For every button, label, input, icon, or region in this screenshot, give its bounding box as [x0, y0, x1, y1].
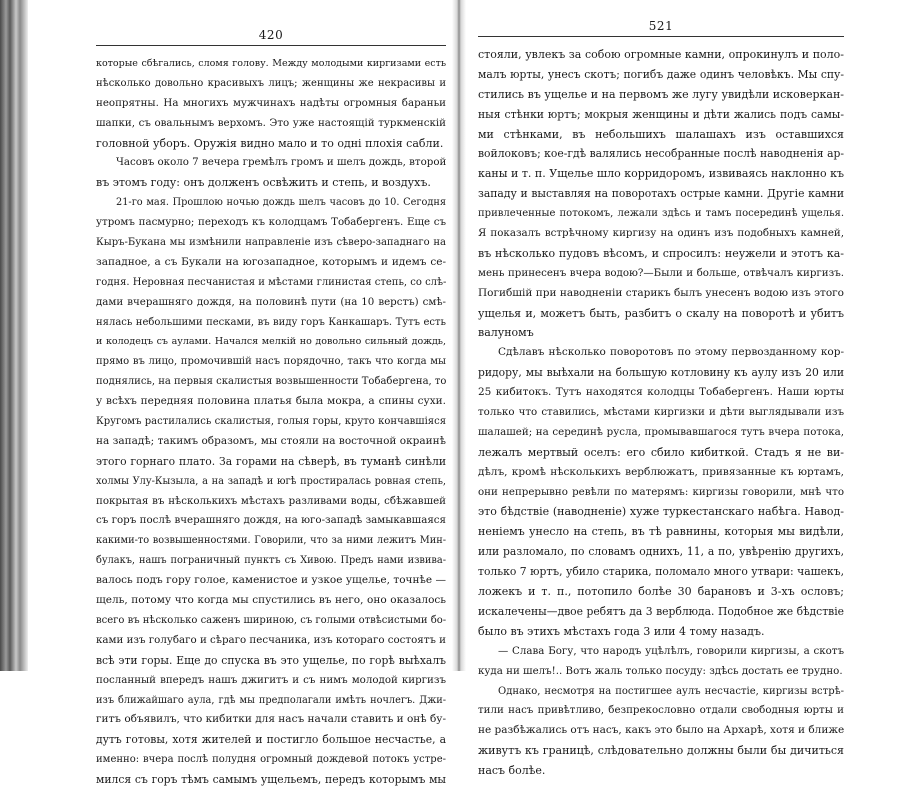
text-line: мился съ горъ тѣмъ самымъ ущельемъ, передъ которымъ мы: [96, 773, 446, 787]
text-line: 25 кибитокъ. Тутъ находятся колодцы Тобабергенъ. Наши юрты: [478, 386, 844, 399]
text-line: — Слава Богу, что народъ уцѣлѣлъ, говорили киргизы, а скотъ: [498, 644, 844, 657]
text-line: нялась небольшими песками, въ виду горъ Канкашаръ. Тутъ есть: [96, 316, 446, 328]
text-line: это бѣдствіе (наводненіе) хуже туркестанскаго набѣга. Навод-: [478, 505, 844, 519]
text-line: только что ставились, мѣстами киргизки и дѣти выглядывали изъ: [478, 406, 844, 419]
text-line: какими-то возвышенностями. Говорили, что за ними лежитъ Мин-: [96, 535, 446, 547]
text-line: изъ ближайшаго аула, гдѣ мы предполагали имѣть ночлегъ. Джи-: [96, 694, 446, 706]
text-line: было въ этихъ мѣстахъ года 3 или 4 тому назадъ.: [478, 624, 765, 638]
text-line: Кругомъ растилались скалистыя, голыя горы, круто кончавшіяся: [96, 416, 446, 428]
text-line: поднялись, на первыя скалистыя возвышенности Тобабергена, то: [96, 376, 447, 388]
text-line: щель, потому что когда мы спустились въ него, оно оказалось: [96, 594, 446, 607]
text-line: куда ни шелъ!.. Вотъ жаль только посуду: здѣсь достать ее трудно.: [478, 664, 843, 677]
text-line: ложекъ и т. п., потопило болѣе 30 барановъ и 3-хъ ословъ;: [478, 585, 844, 599]
text-line: западу и выставляя на поворотахъ острые камни. Другіе камни: [478, 187, 844, 201]
text-line: войлоковъ; кое-гдѣ валялись несобранные послѣ наводненія ар-: [478, 147, 844, 161]
text-line: Однако, несмотря на постигшее аулъ несчастіе, киргизы встрѣ-: [498, 685, 844, 697]
text-line: этого горнаго плато. За горами на сѣверѣ, въ туманѣ синѣли: [96, 454, 446, 468]
text-line: на западѣ; такимъ образомъ, мы стояли на восточной окраинѣ: [96, 434, 446, 447]
text-line: годня. Неровная песчанистая и мѣстами глинистая степь, со слѣ-: [96, 276, 447, 288]
text-line: стились въ ущелье и на первомъ же лугу увидѣли исковеркан-: [478, 87, 844, 101]
text-line: валось подъ гору голое, каменистое и узкое ущелье, точнѣе —: [96, 574, 446, 587]
text-line: которые сбѣгались, сломя голову. Между молодыми киргизами есть: [96, 58, 446, 69]
text-line: мень принесенъ вчера водою?—Были и больше, отвѣчалъ киргизъ.: [478, 266, 844, 279]
text-line: и колодецъ съ аулами. Начался мелкій но довольно сильный дождь,: [96, 336, 446, 348]
text-line: лежалъ мертвый оселъ: его сбило кибиткой. Стадъ я не ви-: [478, 445, 844, 459]
text-line: въ этомъ году: онъ долженъ освѣжить и степь, и воздухъ.: [96, 176, 431, 190]
text-line: нѣсколько довольно красивыхъ лицъ; женщины же некрасивы и: [96, 77, 446, 89]
text-line: всѣ эти горы. Еще до спуска въ это ущелье, по горѣ выѣхалъ: [96, 653, 446, 667]
text-line: ныя стѣнки юртъ; мокрыя женщины и дѣти жались подъ самы-: [478, 107, 844, 121]
left-page-number: 420: [258, 28, 284, 42]
text-line: 21-го мая. Прошлою ночью дождь шелъ часовъ до 10. Сегодня: [116, 197, 446, 209]
text-line: Я показалъ встрѣчному киргизу на одинъ изъ подобныхъ камней,: [478, 227, 844, 240]
left-page-text: [96, 54, 446, 790]
text-line: ми стѣнками, въ небольшихъ шалашахъ изъ оставшихся: [478, 127, 844, 141]
text-line: валуномъ: [478, 326, 534, 340]
right-page: [478, 0, 845, 778]
text-line: шалашей; на серединѣ русла, промывавшагося тутъ вчера потока,: [478, 425, 844, 438]
text-line: въ нѣсколько пудовъ вѣсомъ, и спросилъ: неужели и этотъ ка-: [478, 246, 844, 260]
text-line: только 7 юртъ, убило старика, поломало много утвари: чашекъ,: [478, 565, 844, 579]
text-line: гитъ объявилъ, что кибитки для насъ начали ставить и онѣ бу-: [96, 713, 447, 726]
text-line: Сдѣлавъ нѣсколько поворотовъ по этому первозданному кор-: [498, 346, 844, 359]
text-line: малъ юрты, унесъ скотъ; погибъ даже одинъ человѣкъ. Мы спу-: [478, 67, 844, 81]
text-line: привлеченные потокомъ, лежали здѣсь и тамъ посерединѣ ущелья.: [478, 208, 844, 220]
text-line: неопрятны. На многихъ мужчинахъ надѣты огромныя бараньи: [96, 96, 446, 109]
text-line: покрытая въ нѣсколькихъ мѣстахъ разливами воды, сбѣжавшей: [96, 494, 446, 507]
text-line: Погибшій при наводненіи старикъ былъ унесенъ водою изъ этого: [478, 286, 844, 299]
text-line: съ горъ послѣ вчерашняго дождя, на юго-западѣ замыкавшаяся: [96, 514, 446, 527]
book-binding-edge: [0, 0, 28, 671]
text-line: тили насъ привѣтливо, безпрекословно отдали свободныя юрты и: [478, 704, 844, 717]
text-line: Часовъ около 7 вечера гремѣлъ громъ и шелъ дождь, второй: [116, 156, 447, 169]
text-line: западное, а съ Букали на югозападное, которымъ и идемъ се-: [96, 255, 446, 268]
text-line: головной уборъ. Оружія видно мало и то одні плохія сабли.: [96, 136, 444, 150]
text-line: дами вчерашняго дождя, на половинѣ пути (на 10 верстъ) смѣ-: [96, 295, 446, 308]
right-page-number: 521: [648, 19, 674, 33]
text-line: всего въ нѣсколько саженъ шириною, съ голыми отвѣсистыми бо-: [96, 614, 447, 626]
text-line: дѣлъ, кромѣ нѣсколькихъ верблюжатъ, привязанные къ юртамъ,: [478, 465, 844, 478]
text-line: насъ болѣе.: [478, 764, 546, 778]
text-line: каны и т. п. Ущелье шло корридоромъ, извиваясь наклонно къ: [478, 167, 844, 181]
text-line: ками изъ голубаго и сѣраго песчаника, изъ котораго состоятъ и: [96, 633, 446, 646]
left-page: [96, 0, 447, 787]
right-page-text: [478, 45, 844, 781]
text-line: именно: вчера послѣ полудня огромный дождевой потокъ устре-: [96, 754, 446, 766]
text-line: дутъ готовы, хотя жителей и постигло большое несчастье, а: [96, 733, 446, 747]
text-line: холмы Улу-Кызыла, а на западѣ и югѣ простиралась ровная степь,: [96, 475, 446, 487]
text-line: посланный впередъ нашъ джигитъ и съ нимъ молодой киргизъ: [96, 673, 446, 686]
text-line: булакъ, нашъ пограничный пунктъ съ Хивою. Предъ нами извива-: [96, 555, 446, 567]
text-line: или разломало, по словамъ однихъ, 11, а по, увѣренію другихъ,: [478, 545, 844, 559]
text-line: прямо въ лицо, промочившій насъ порядочно, такъ что когда мы: [96, 356, 446, 368]
text-line: ущелья и, можетъ быть, разбитъ о скалу на поворотѣ и убитъ: [478, 306, 844, 320]
text-line: неніемъ унесло на степь, въ тѣ равнины, которыя мы видѣли,: [478, 525, 844, 539]
text-line: они непрерывно ревѣли по матерямъ: киргизы говорили, мнѣ что: [478, 485, 844, 498]
text-line: не разбѣжались отъ насъ, какъ это было на Архарѣ, хотя и ближе: [478, 724, 845, 737]
text-line: живутъ къ границѣ, слѣдовательно должны были бы дичиться: [478, 744, 844, 758]
text-line: стояли, увлекъ за собою огромные камни, опрокинулъ и поло-: [478, 48, 844, 61]
right-header-rule: [478, 36, 844, 37]
text-line: у всѣхъ передняя половина платья была мокра, а спины сухи.: [96, 395, 446, 408]
page-gutter: [452, 0, 466, 671]
text-line: утромъ пасмурно; переходъ къ колодцамъ Тобабергенъ. Еще съ: [96, 216, 446, 229]
text-line: шапки, съ овальнымъ верхомъ. Это уже настоящій туркменскій: [96, 116, 446, 129]
text-line: искалечены—двое ребятъ да 3 верблюда. Подобное же бѣдствіе: [478, 604, 844, 618]
text-line: ридору, мы выѣхали на большую котловину къ аулу изъ 20 или: [478, 366, 844, 380]
left-header-rule: [96, 45, 446, 46]
text-line: Кыръ-Букана мы измѣнили направленіе изъ сѣверо-западнаго на: [96, 237, 446, 249]
